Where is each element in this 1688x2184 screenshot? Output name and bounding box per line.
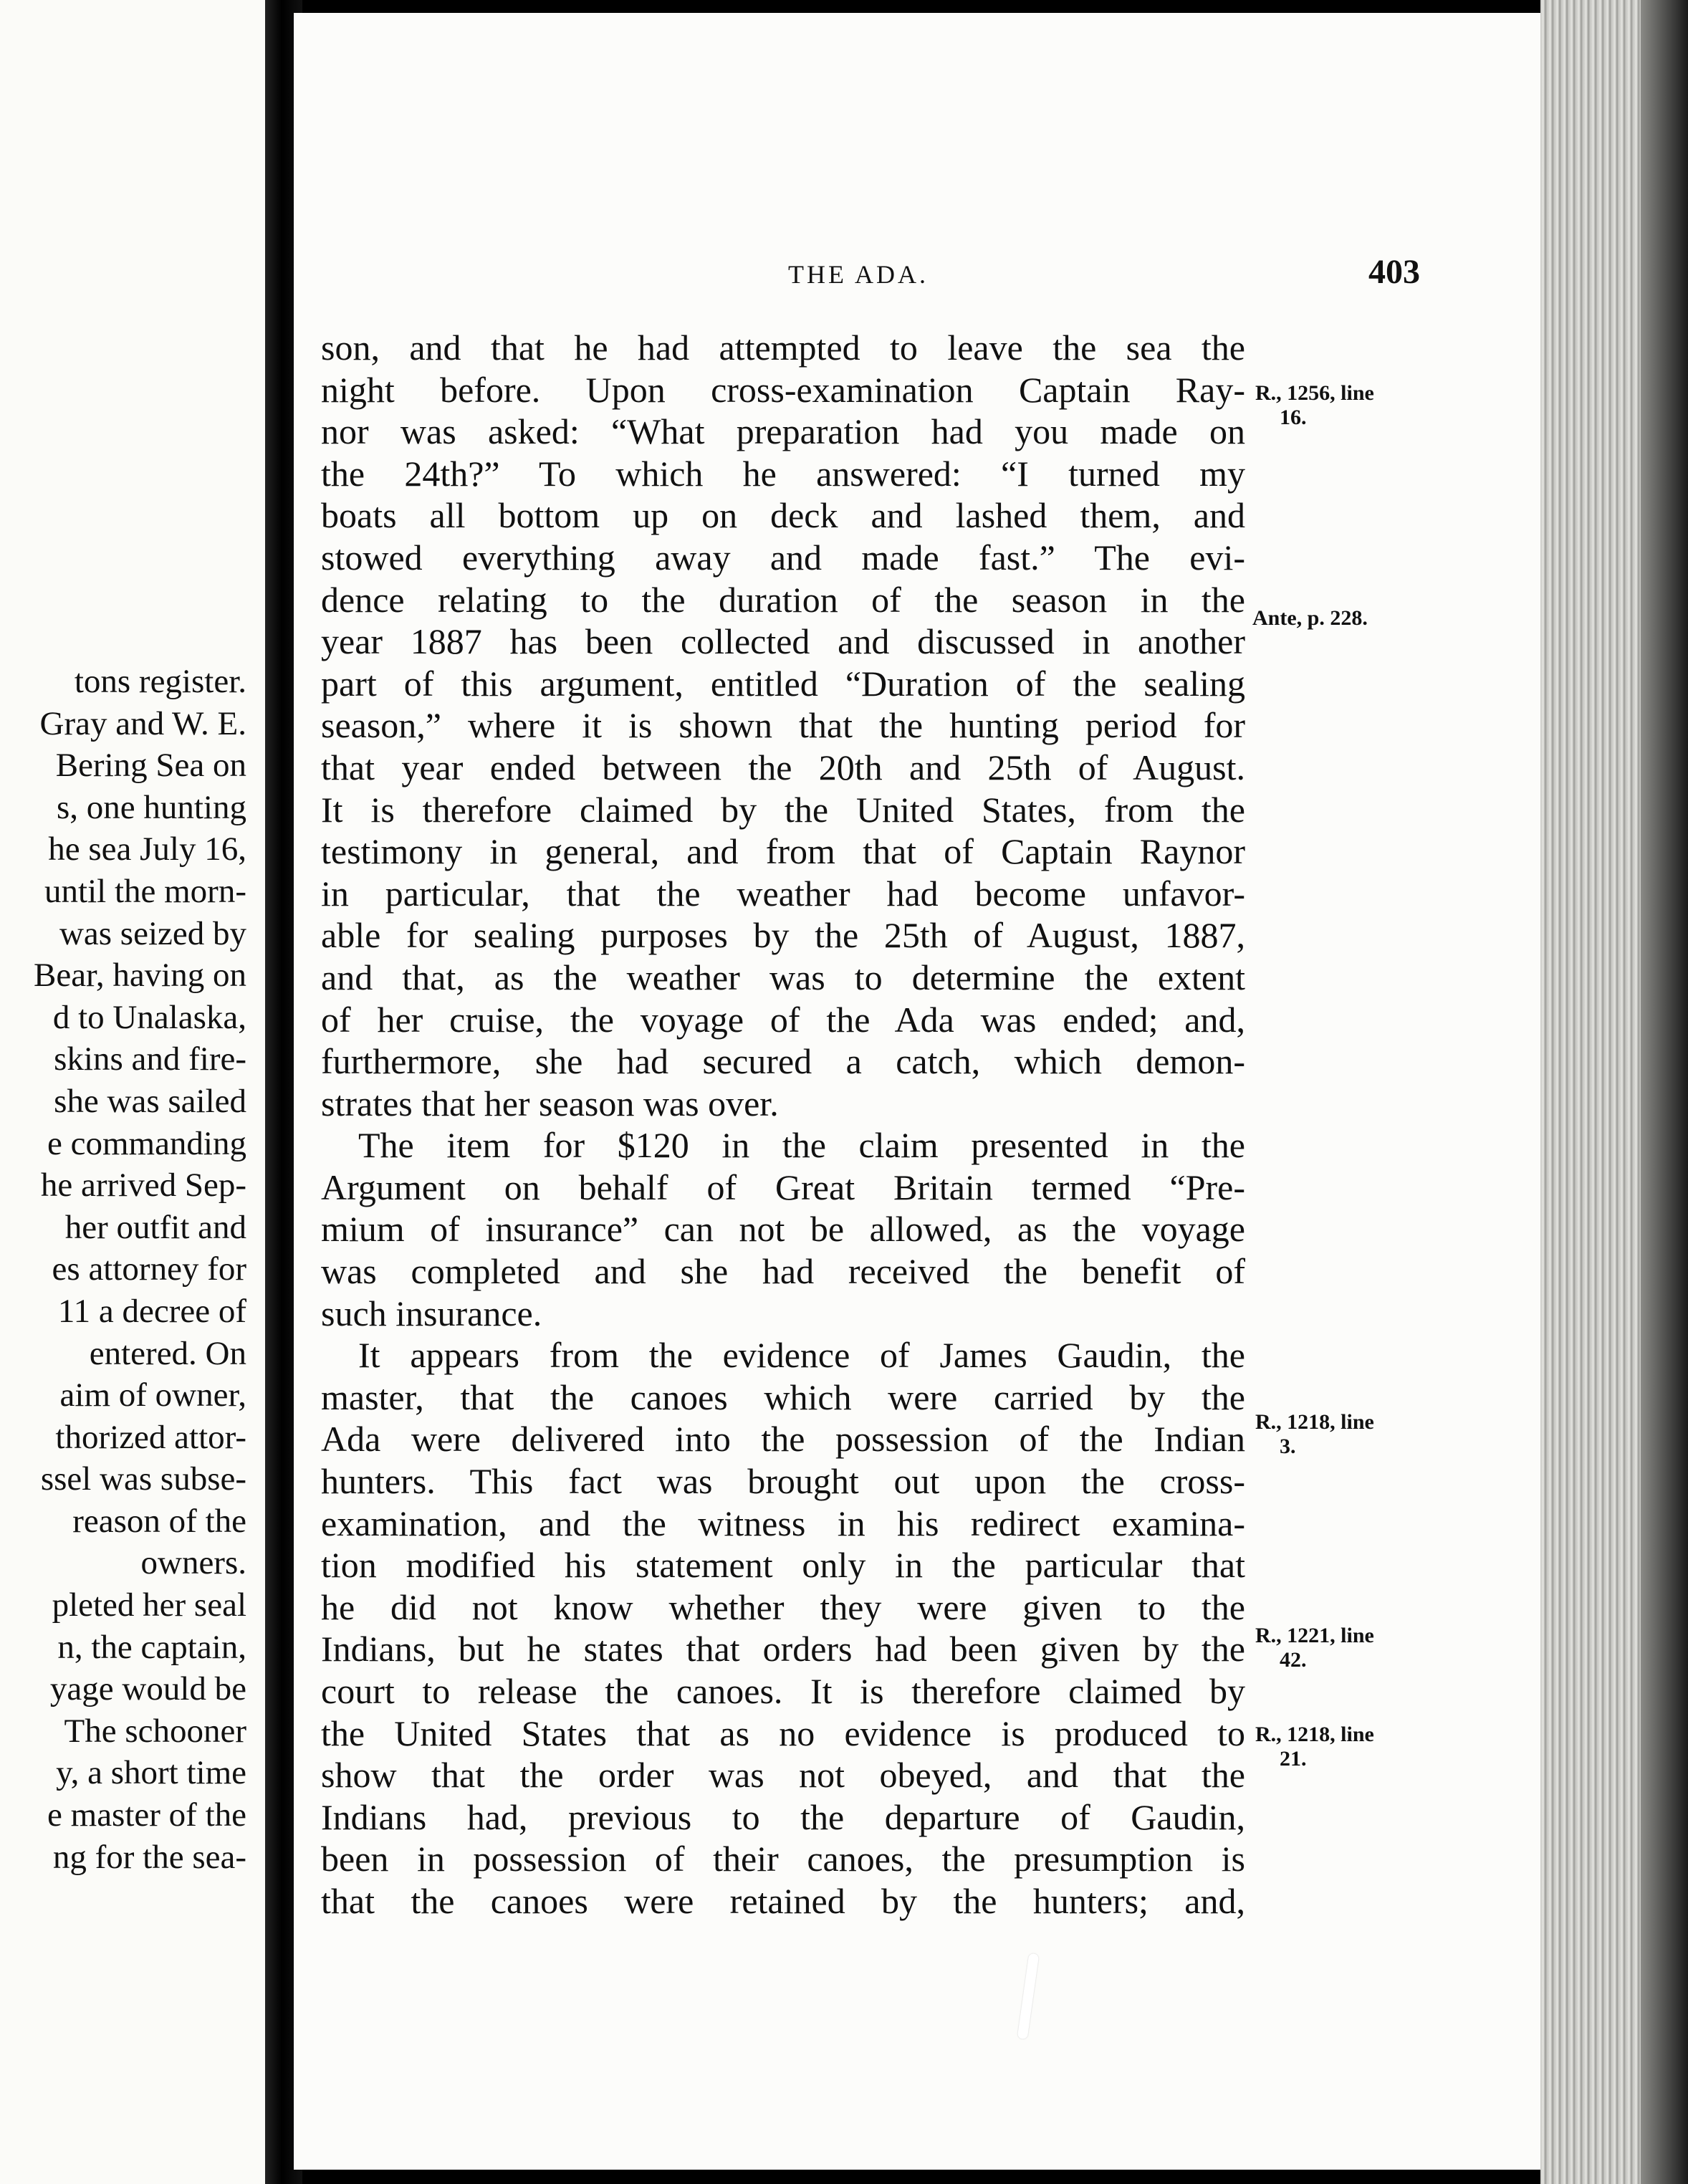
marginal-note-line: 3.	[1280, 1435, 1296, 1458]
left-line: thorized attor-	[55, 1418, 246, 1456]
left-line: s, one hunting	[56, 788, 246, 826]
text-line: It is therefore claimed by the United States, from the	[321, 789, 1245, 830]
left-line: was seized by	[59, 914, 246, 952]
text-line: was completed and she had received the benefit of	[321, 1251, 1245, 1292]
text-line: year 1887 has been collected and discussed in another	[321, 621, 1245, 662]
marginal-note-line: R., 1221, line	[1255, 1624, 1374, 1647]
text-line: season,” where it is shown that the hunting period for	[321, 705, 1245, 746]
body-text	[321, 327, 1245, 1922]
text-line: that the canoes were retained by the hunters; and,	[321, 1880, 1245, 1921]
left-page-fragment	[0, 0, 265, 2184]
left-line: he sea July 16,	[48, 830, 246, 868]
text-line: strates that her season was over.	[321, 1083, 779, 1124]
text-line: night before. Upon cross-examination Captain Ray-	[321, 369, 1245, 410]
running-head: THE ADA.	[788, 260, 929, 289]
left-page-text	[0, 661, 246, 1878]
text-line: of her cruise, the voyage of the Ada was ended; and,	[321, 999, 1245, 1040]
left-line: e master of the	[47, 1796, 246, 1834]
left-line: entered. On	[89, 1334, 246, 1372]
marginal-note	[1255, 1723, 1374, 1771]
left-line: n, the captain,	[57, 1628, 246, 1666]
marginal-note-line: R., 1218, line	[1255, 1723, 1374, 1746]
left-line: ng for the sea-	[52, 1838, 246, 1876]
marginal-note-line: R., 1218, line	[1255, 1410, 1374, 1434]
left-line: reason of the	[72, 1502, 246, 1540]
left-line: Gray and W. E.	[39, 704, 246, 742]
left-line: owners.	[140, 1544, 246, 1582]
text-line: the 24th?” To which he answered: “I turned my	[321, 453, 1245, 494]
left-line: pleted her seal	[52, 1586, 246, 1624]
marginal-note-line: 16.	[1280, 406, 1307, 429]
text-line: in particular, that the weather had become unfavor-	[321, 873, 1245, 914]
text-line: able for sealing purposes by the 25th of August, 1887,	[321, 915, 1245, 956]
left-line: The schooner	[64, 1712, 246, 1750]
marginal-note	[1255, 1410, 1374, 1459]
text-line: master, that the canoes which were carried by the	[321, 1376, 1245, 1417]
left-line: skins and fire-	[54, 1040, 246, 1078]
page-number: 403	[1368, 253, 1420, 291]
page-edge-shadow	[1641, 0, 1688, 2184]
text-line: dence relating to the duration of the season in the	[321, 579, 1245, 620]
text-line: stowed everything away and made fast.” The evi-	[321, 537, 1245, 578]
left-line: she was sailed	[54, 1082, 246, 1120]
text-line: show that the order was not obeyed, and that the	[321, 1755, 1245, 1796]
marginal-note	[1252, 606, 1368, 631]
text-line: testimony in general, and from that of Captain Raynor	[321, 831, 1245, 872]
text-line: boats all bottom up on deck and lashed them, and	[321, 495, 1245, 536]
text-line: and that, as the weather was to determine the extent	[321, 957, 1245, 997]
text-line: that year ended between the 20th and 25th of August.	[321, 747, 1245, 787]
text-line: Indians, but he states that orders had been given by the	[321, 1629, 1245, 1670]
text-line: examination, and the witness in his redirect examina-	[321, 1503, 1245, 1543]
text-line: It appears from the evidence of James Gaudin, the	[358, 1335, 1245, 1376]
marginal-note-line: 42.	[1280, 1648, 1307, 1672]
left-line: Bear, having on	[33, 957, 246, 995]
text-line: Indians had, previous to the departure of Gaudin,	[321, 1796, 1245, 1837]
left-line: Bering Sea on	[55, 747, 246, 785]
left-line: her outfit and	[64, 1208, 246, 1246]
left-line: yage would be	[49, 1670, 246, 1708]
text-line: Argument on behalf of Great Britain termed “Pre-	[321, 1167, 1245, 1207]
left-line: d to Unalaska,	[52, 998, 246, 1036]
left-line: 11 a decree of	[57, 1292, 246, 1330]
left-line: tons register.	[74, 663, 246, 700]
left-line: he arrived Sep-	[40, 1167, 246, 1204]
marginal-note	[1255, 1624, 1374, 1672]
left-line: until the morn-	[44, 872, 246, 910]
text-line: the United States that as no evidence is produced to	[321, 1713, 1245, 1753]
marginal-note-line: Ante, p. 228.	[1252, 606, 1368, 630]
left-line: es attorney for	[52, 1250, 246, 1288]
left-line: e commanding	[47, 1124, 246, 1162]
text-line: mium of insurance” can not be allowed, as the voyage	[321, 1209, 1245, 1250]
marginal-note	[1255, 381, 1374, 430]
left-line: ssel was subse-	[40, 1460, 246, 1498]
text-line: court to release the canoes. It is therefore claimed by	[321, 1671, 1245, 1711]
text-line: furthermore, she had secured a catch, which demon-	[321, 1041, 1245, 1082]
marginal-note-line: R., 1256, line	[1255, 381, 1374, 405]
text-line: The item for $120 in the claim presented in the	[358, 1125, 1245, 1166]
left-line: aim of owner,	[59, 1376, 246, 1414]
text-line: such insurance.	[321, 1293, 542, 1333]
text-line: Ada were delivered into the possession of the Indian	[321, 1419, 1245, 1460]
text-line: been in possession of their canoes, the presumption is	[321, 1839, 1245, 1879]
text-line: hunters. This fact was brought out upon the cross-	[321, 1461, 1245, 1502]
text-line: son, and that he had attempted to leave the sea the	[321, 327, 1245, 368]
text-line: he did not know whether they were given to the	[321, 1586, 1245, 1627]
text-line: part of this argument, entitled “Duration of the sealing	[321, 663, 1245, 704]
text-line: nor was asked: “What preparation had you made on	[321, 411, 1245, 452]
marginal-note-line: 21.	[1280, 1747, 1307, 1771]
text-line: tion modified his statement only in the particular that	[321, 1545, 1245, 1586]
left-line: y, a short time	[56, 1754, 246, 1792]
